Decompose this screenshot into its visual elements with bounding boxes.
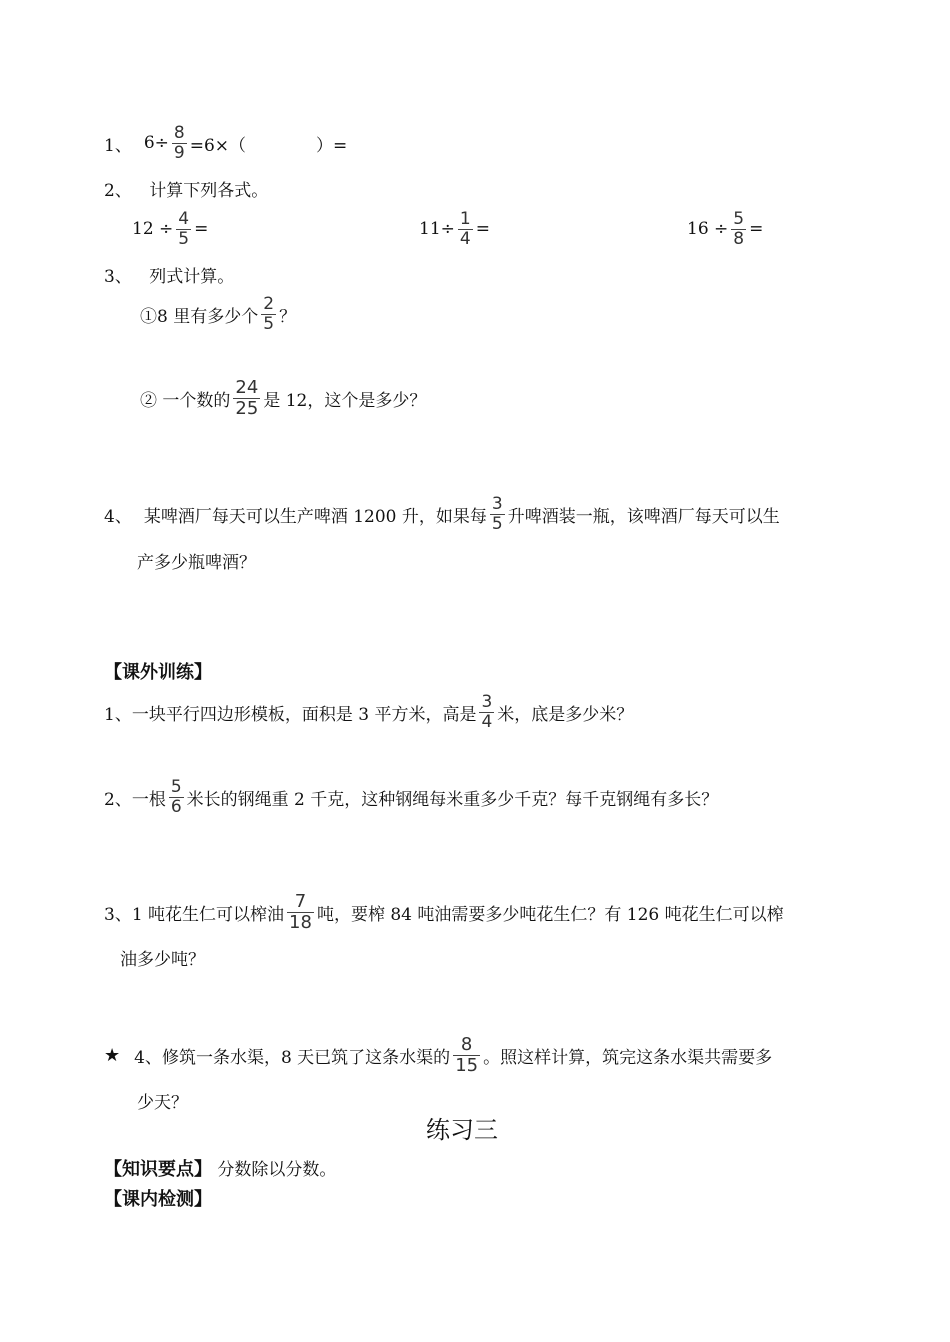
question-2 [104, 176, 268, 201]
knowledge-label: 【知识要点】 [104, 1159, 212, 1180]
q3-text: 列式计算。 [149, 267, 235, 287]
q4-fraction [490, 493, 505, 534]
star-icon: ★ [104, 1044, 121, 1066]
denominator: 5 [263, 313, 275, 334]
numerator: 5 [733, 208, 745, 229]
q4-pre: 某啤酒厂每天可以生产啤酒 1200 升，如果每 [143, 506, 487, 527]
q2-expr-1-post: = [194, 219, 209, 239]
extra-p1-post: 米，底是多少米？ [497, 704, 634, 725]
q3-number: 3、 [104, 267, 132, 287]
q2-expr-3-fraction [731, 208, 746, 249]
extra-problem-4 [104, 1031, 772, 1079]
denominator: 8 [733, 228, 745, 249]
knowledge-points [104, 1155, 336, 1181]
q3-part-b [140, 374, 426, 422]
q2-expr-2 [419, 205, 490, 253]
denominator: 18 [289, 911, 312, 933]
q4-line-2: 产多少瓶啤酒？ [137, 553, 256, 573]
extra-p4-pre: 4、修筑一条水渠，8 天已筑了这条水渠的 [134, 1047, 451, 1068]
in-class-check-heading: 【课内检测】 [104, 1189, 212, 1210]
q2-expr-2-post: = [475, 219, 490, 239]
extra-p1-pre: 1、一块平行四边形模板，面积是 3 平方米，高是 [104, 704, 477, 725]
q2-expr-3-post: = [749, 219, 764, 239]
denominator: 15 [455, 1054, 479, 1076]
extra-problem-2 [104, 773, 718, 821]
denominator: 5 [491, 513, 503, 534]
knowledge-text: 分数除以分数。 [217, 1160, 337, 1180]
q1-pre: 6÷ [143, 133, 169, 153]
q2-expr-2-fraction [458, 208, 473, 249]
extra-p3-fraction [287, 890, 314, 933]
q3b-pre: ② 一个数的 [140, 390, 231, 411]
q4-post: 升啤酒装一瓶，该啤酒厂每天可以生 [507, 506, 780, 527]
denominator: 25 [235, 397, 259, 419]
extra-p2-post: 米长的钢绳重 2 千克，这种钢绳每米重多少千克？每千克钢绳有多长？ [186, 789, 719, 810]
q3b-fraction [233, 376, 260, 419]
q2-expr-3-pre: 16 ÷ [687, 219, 729, 239]
extra-p4-post: 。照这样计算，筑完这条水渠共需要多 [483, 1047, 773, 1068]
q2-expr-2-pre: 11÷ [419, 219, 455, 239]
denominator: 6 [170, 796, 182, 817]
numerator: 2 [263, 293, 275, 314]
numerator: 24 [235, 376, 259, 398]
q3-part-a [140, 290, 296, 338]
q3a-pre: ①8 里有多少个 [140, 306, 259, 327]
q2-text: 计算下列各式。 [149, 181, 269, 201]
extra-p4-fraction [453, 1033, 480, 1076]
extra-p1-fraction [479, 691, 494, 732]
numerator: 3 [481, 691, 493, 712]
q1-fraction [172, 122, 187, 163]
q4-number: 4、 [104, 506, 132, 527]
extra-p2-pre: 2、一根 [104, 789, 166, 810]
q1-mid: =6×（ [189, 135, 247, 156]
extra-p3-pre: 3、1 吨花生仁可以榨油 [104, 904, 285, 925]
numerator: 1 [459, 208, 471, 229]
q2-expr-3 [687, 205, 763, 253]
question-4 [104, 490, 780, 538]
extra-problem-3 [104, 888, 784, 936]
extra-p3-line-2: 油多少吨？ [120, 950, 205, 970]
q2-expr-1 [132, 205, 208, 253]
q3a-fraction [261, 293, 276, 334]
numerator: 3 [491, 493, 503, 514]
denominator: 4 [481, 711, 493, 732]
q1-post: ）= [316, 135, 348, 156]
question-1 [104, 119, 347, 167]
extra-p4-line-2: 少天？ [137, 1093, 188, 1113]
numerator: 8 [460, 1033, 473, 1055]
q1-number: 1、 [104, 135, 132, 156]
q2-expr-1-pre: 12 ÷ [132, 219, 174, 239]
extra-p2-fraction [169, 776, 184, 817]
numerator: 4 [178, 208, 190, 229]
numerator: 5 [170, 776, 182, 797]
q2-number: 2、 [104, 181, 132, 201]
extra-p3-post: 吨，要榨 84 吨油需要多少吨花生仁？有 126 吨花生仁可以榨 [316, 904, 784, 925]
q3a-post: ？ [279, 306, 297, 327]
q1-numerator: 8 [173, 122, 185, 143]
q3b-post: 是 12，这个是多少？ [263, 390, 427, 411]
extra-problem-1 [104, 688, 633, 736]
extra-heading: 【课外训练】 [104, 662, 212, 683]
denominator: 5 [178, 228, 190, 249]
q1-denominator: 9 [173, 142, 185, 163]
denominator: 4 [459, 228, 471, 249]
q2-expr-1-fraction [176, 208, 191, 249]
section-title: 练习三 [426, 1116, 498, 1144]
numerator: 7 [294, 890, 307, 912]
question-3 [104, 262, 234, 287]
